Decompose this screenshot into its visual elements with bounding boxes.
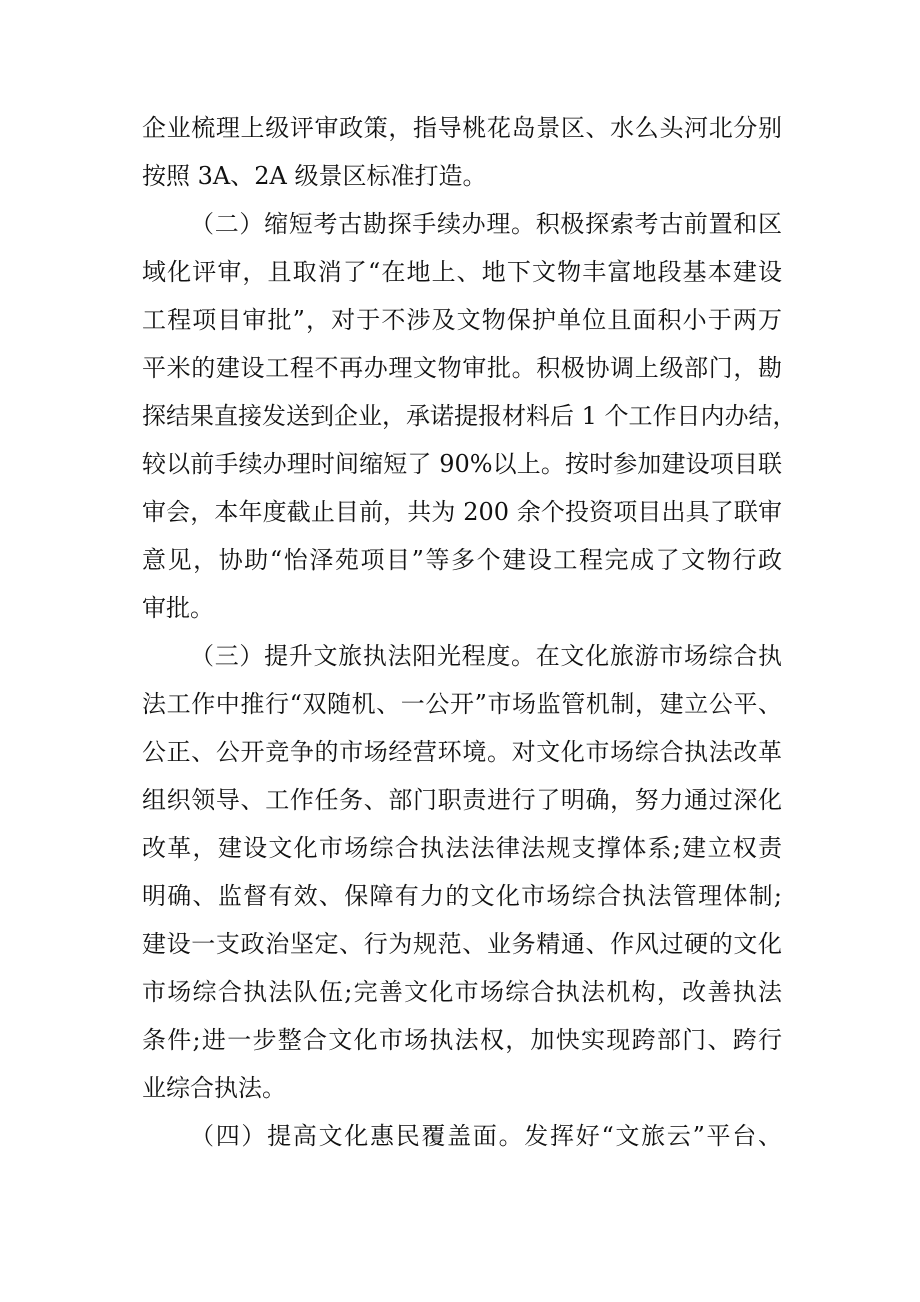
section-heading-line: （二）缩短考古勘探手续办理。积极探索考古前置和区: [190, 210, 782, 238]
text-line: 改革，建设文化市场综合执法法律法规支撑体系;建立权责: [142, 834, 782, 862]
text-line: 法工作中推行“双随机、一公开”市场监管机制，建立公平、: [142, 690, 782, 718]
text-line: 平米的建设工程不再办理文物审批。积极协调上级部门，勘: [142, 354, 782, 382]
text-line: 意见，协助“怡泽苑项目”等多个建设工程完成了文物行政: [142, 546, 782, 574]
text-line: 业综合执法。: [142, 1074, 286, 1102]
text-line: 明确、监督有效、保障有力的文化市场综合执法管理体制;: [142, 882, 782, 910]
text-line: 工程项目审批”，对于不涉及文物保护单位且面积小于两万: [142, 306, 782, 334]
section-heading-line: （四）提高文化惠民覆盖面。发挥好“文旅云”平台、: [190, 1122, 782, 1150]
text-line: 建设一支政治坚定、行为规范、业务精通、作风过硬的文化: [142, 930, 782, 958]
text-line: 较以前手续办理时间缩短了 90%以上。按时参加建设项目联: [142, 450, 782, 478]
text-line: 审会，本年度截止目前，共为 200 余个投资项目出具了联审: [142, 498, 782, 526]
text-line: 组织领导、工作任务、部门职责进行了明确，努力通过深化: [142, 786, 782, 814]
body-text: [142, 104, 797, 1160]
text-line: 公正、公开竞争的市场经营环境。对文化市场综合执法改革: [142, 738, 782, 766]
section-heading-line: （三）提升文旅执法阳光程度。在文化旅游市场综合执: [190, 642, 782, 670]
text-line: 审批。: [142, 594, 214, 622]
text-line: 企业梳理上级评审政策，指导桃花岛景区、水么头河北分别: [142, 114, 782, 142]
text-line: 条件;进一步整合文化市场执法权，加快实现跨部门、跨行: [142, 1026, 782, 1054]
text-line: 探结果直接发送到企业，承诺提报材料后 1 个工作日内办结，: [142, 402, 797, 430]
text-line: 按照 3A、2A 级景区标准打造。: [142, 162, 487, 190]
text-line: 市场综合执法队伍;完善文化市场综合执法机构，改善执法: [142, 978, 782, 1006]
text-line: 域化评审，且取消了“在地上、地下文物丰富地段基本建设: [142, 258, 782, 286]
